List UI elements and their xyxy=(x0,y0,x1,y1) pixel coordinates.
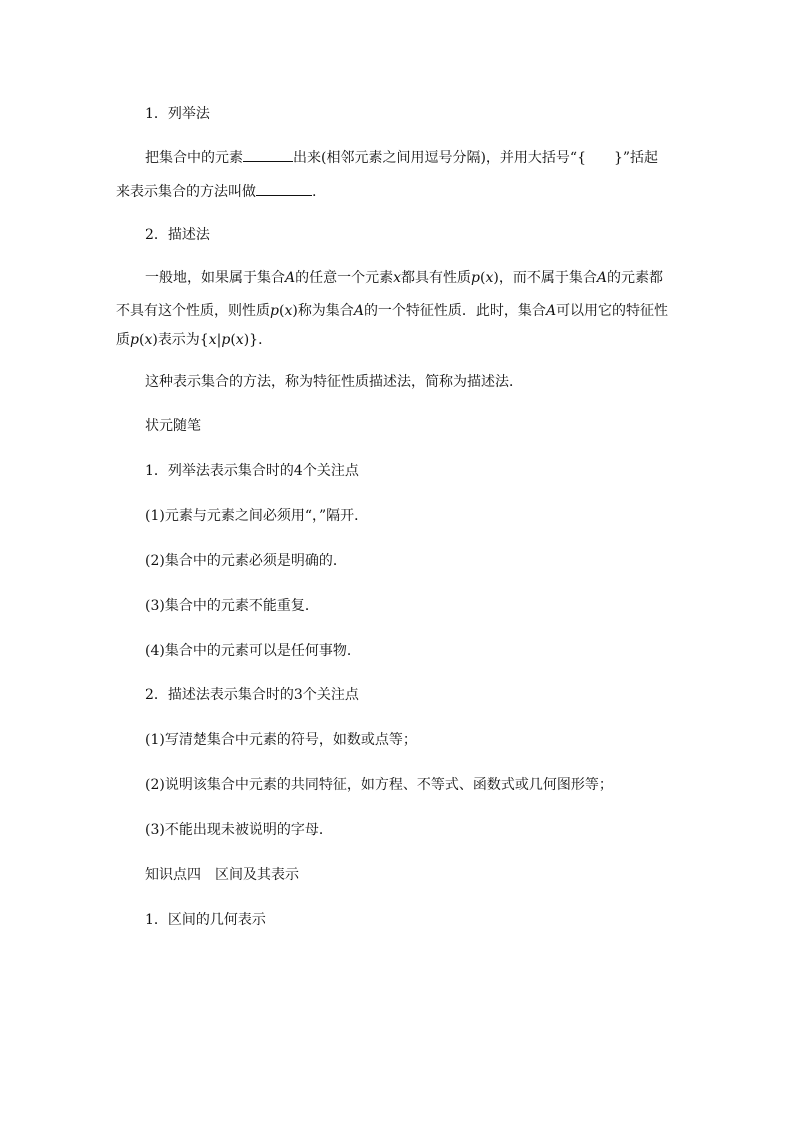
fill-blank-2[interactable] xyxy=(256,181,312,196)
paragraph-enumeration-line-2 xyxy=(116,181,676,202)
math-symbol: A xyxy=(285,270,296,286)
text-fragment: 表示为{ xyxy=(157,332,209,348)
math-symbol: ) xyxy=(493,270,499,286)
math-symbol: ( xyxy=(278,303,285,319)
math-symbol: | xyxy=(216,332,222,348)
math-symbol: ( xyxy=(138,332,145,348)
knowledge-point-label: 知识点四 xyxy=(145,867,201,883)
notes-enumeration-heading: 1．列举法表示集合时的4个关注点 xyxy=(145,463,359,479)
fill-blank-1[interactable] xyxy=(243,147,293,162)
text-fragment: 把集合中的元素 xyxy=(145,150,243,166)
math-symbol: A xyxy=(545,303,557,319)
subsection-heading: 1．区间的几何表示 xyxy=(145,912,266,928)
list-item: (3)不能出现未被说明的字母． xyxy=(145,822,333,838)
math-symbol: p xyxy=(221,332,231,348)
list-item: (4)集合中的元素可以是任何事物． xyxy=(145,643,361,659)
knowledge-point-title: 区间及其表示 xyxy=(215,867,299,883)
math-symbol: x xyxy=(235,332,244,348)
math-symbol: x xyxy=(208,332,217,348)
math-symbol: x xyxy=(393,270,402,286)
math-symbol: p xyxy=(270,303,279,319)
paragraph-description-summary: 这种表示集合的方法，称为特征性质描述法，简称为描述法． xyxy=(145,374,523,390)
notes-description-heading: 2．描述法表示集合时的3个关注点 xyxy=(145,687,359,703)
text-fragment: 一般地，如果属于集合 xyxy=(145,270,285,286)
math-symbol: p xyxy=(471,270,480,286)
text-fragment: 出来(相邻元素之间用逗号分隔)，并用大括号“{ }”括起 xyxy=(293,150,659,166)
math-symbol: ( xyxy=(480,270,486,286)
math-symbol: p xyxy=(130,332,139,348)
math-symbol: x xyxy=(284,303,293,319)
knowledge-point-heading xyxy=(145,865,705,885)
text-fragment: 质 xyxy=(116,332,130,348)
math-symbol: A xyxy=(596,270,607,286)
notes-heading: 状元随笔 xyxy=(145,418,201,434)
section-heading-enumeration: 1．列举法 xyxy=(145,106,210,122)
text-fragment: 的元素都 xyxy=(606,270,663,286)
math-symbol: )}． xyxy=(243,332,273,348)
list-item: (1)元素与元素之间必须用“，”隔开． xyxy=(145,508,369,524)
text-fragment: 的任意一个元素 xyxy=(295,270,394,286)
text-fragment: 称为集合 xyxy=(297,303,354,319)
math-symbol: x xyxy=(485,270,494,286)
section-heading-description: 2．描述法 xyxy=(145,227,210,243)
list-item: (3)集合中的元素不能重复． xyxy=(145,598,319,614)
math-symbol: ) xyxy=(152,332,158,348)
text-fragment: 不具有这个性质，则性质 xyxy=(116,303,270,319)
text-fragment: . xyxy=(312,184,317,200)
math-symbol: A xyxy=(353,303,364,319)
math-symbol: ) xyxy=(292,303,298,319)
paragraph-description-line-1 xyxy=(145,268,705,288)
math-symbol: x xyxy=(144,332,153,348)
text-fragment: 可以用它的特征性 xyxy=(556,303,669,319)
list-item: (2)集合中的元素必须是明确的． xyxy=(145,553,347,569)
text-fragment: ，而不属于集合 xyxy=(498,270,597,286)
paragraph-description-line-3 xyxy=(116,330,676,350)
paragraph-description-line-2 xyxy=(116,301,676,321)
list-item: (1)写清楚集合中元素的符号，如数或点等； xyxy=(145,732,417,748)
math-symbol: ( xyxy=(230,332,236,348)
paragraph-enumeration-line-1 xyxy=(145,147,705,168)
list-item: (2)说明该集合中元素的共同特征，如方程、不等式、函数式或几何图形等； xyxy=(145,777,613,793)
text-fragment: 的一个特征性质．此时，集合 xyxy=(363,303,546,319)
text-fragment: 来表示集合的方法叫做 xyxy=(116,184,256,200)
text-fragment: 都具有性质 xyxy=(401,270,472,286)
